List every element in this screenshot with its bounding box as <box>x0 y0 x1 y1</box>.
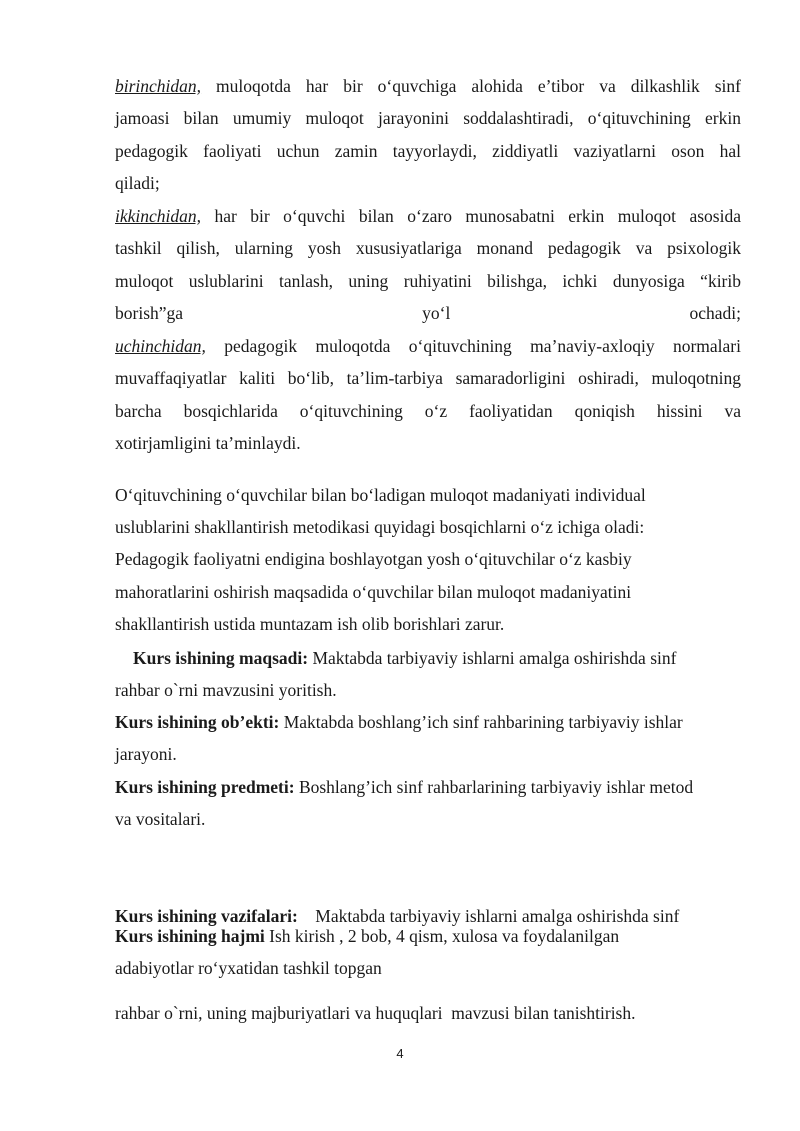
paragraph-line: O‘qituvchining o‘quvchilar bilan bo‘ladigan muloqot madaniyati individual <box>115 485 646 505</box>
paragraph-line: Kurs ishining maqsadi: Maktabda tarbiyaviy ishlarni amalga oshirishda sinf <box>133 648 677 668</box>
section-subject <box>115 771 741 835</box>
paragraph-line: Pedagogik faoliyatni endigina boshlayotgan yosh o‘qituvchilar o‘z kasbiy <box>115 549 632 570</box>
tasks-label: Kurs ishining vazifalari: <box>115 906 298 927</box>
volume-label: Kurs ishining hajmi <box>115 926 265 946</box>
paragraph-line: uchinchidan, pedagogik muloqotda o‘qituvchining ma’naviy-axloqiy normalari <box>115 336 741 356</box>
paragraph-line: jamoasi bilan umumiy muloqot jarayonini soddalashtiradi, o‘qituvchining erkin <box>115 108 741 129</box>
keyword-secondly: ikkinchidan, <box>115 206 202 226</box>
paragraph-line: qiladi; <box>115 173 160 194</box>
paragraph-line: jarayoni. <box>115 744 177 765</box>
paragraph-line: tashkil qilish, ularning yosh xususiyatlariga monand pedagogik va psixologik <box>115 238 741 259</box>
paragraph-firstly <box>115 70 741 200</box>
keyword-firstly: birinchidan, <box>115 76 202 96</box>
goal-label: Kurs ishining maqsadi: <box>133 648 309 668</box>
object-label: Kurs ishining ob’ekti: <box>115 712 280 732</box>
paragraph-line: borish”ga yo‘l ochadi; <box>115 303 741 324</box>
paragraph-line: pedagogik faoliyati uchun zamin tayyorlaydi, ziddiyatli vaziyatlarni oson hal <box>115 140 741 161</box>
paragraph-line: ikkinchidan, har bir o‘quvchi bilan o‘zaro munosabatni erkin muloqot asosida <box>115 206 741 226</box>
paragraph-thirdly <box>115 330 741 460</box>
paragraph-line: mahoratlarini oshirish maqsadida o‘quvchilar bilan muloqot madaniyatini <box>115 581 632 602</box>
paragraph-line: Kurs ishining ob’ekti: Maktabda boshlang’ich sinf rahbarining tarbiyaviy ishlar <box>115 712 683 732</box>
paragraph-line: shakllantirish ustida muntazam ish olib borishlari zarur. <box>115 613 505 634</box>
keyword-thirdly: uchinchidan, <box>115 336 206 356</box>
paragraph-line: Kurs ishining hajmi Ish kirish , 2 bob, 4 qism, xulosa va foydalanilgan <box>115 926 620 946</box>
paragraph-line: uslublarini shakllantirish metodikasi quyidagi bosqichlarni o‘z ichiga oladi: <box>115 517 645 538</box>
paragraph-line: adabiyotlar ro‘yxatidan tashkil topgan <box>115 958 382 979</box>
paragraph-line: Kurs ishining vazifalari: Maktabda tarbiyaviy ishlarni amalga oshirishda sinf <box>115 906 680 927</box>
paragraph-line: muvaffaqiyatlar kaliti bo‘lib, ta’lim-tarbiya samaradorligini oshiradi, muloqotning <box>115 368 741 389</box>
paragraph-intro <box>115 479 741 640</box>
paragraph-secondly <box>115 200 741 330</box>
paragraph-line: va vositalari. <box>115 809 206 830</box>
paragraph-line: rahbar o`rni, uning majburiyatlari va huquqlari mavzusi bilan tanishtirish. <box>115 1003 636 1024</box>
page-number: 4 <box>396 1046 404 1061</box>
paragraph-line: muloqot uslublarini tanlash, uning ruhiyatini bilishga, ichki dunyosiga “kirib <box>115 270 741 291</box>
section-object <box>115 706 741 770</box>
paragraph-line: birinchidan, muloqotda har bir o‘quvchiga alohida e’tibor va dilkashlik sinf <box>115 76 741 96</box>
paragraph-line: Kurs ishining predmeti: Boshlang’ich sinf rahbarlarining tarbiyaviy ishlar metod <box>115 777 694 797</box>
paragraph-line: barcha bosqichlarida o‘qituvchining o‘z faoliyatidan qoniqish hissini va <box>115 400 741 421</box>
paragraph-line: xotirjamligini ta’minlaydi. <box>115 433 301 454</box>
subject-label: Kurs ishining predmeti: <box>115 777 295 797</box>
paragraph-line: rahbar o`rni mavzusini yoritish. <box>115 680 337 701</box>
section-goal <box>115 642 741 706</box>
section-volume <box>115 920 741 984</box>
